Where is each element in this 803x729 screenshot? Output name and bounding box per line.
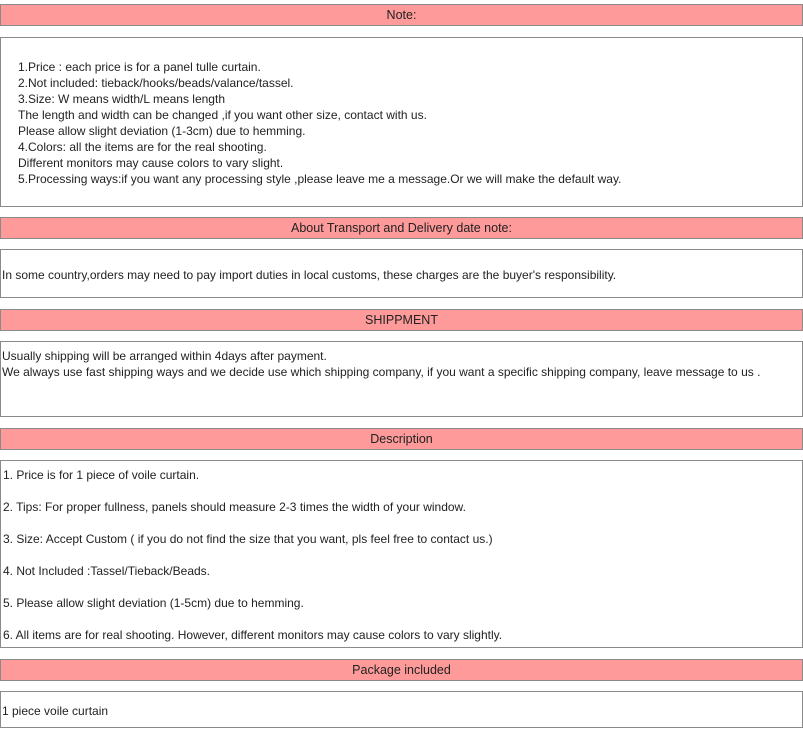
package-title: Package included — [352, 663, 451, 677]
description-header — [0, 428, 803, 450]
transport-text: In some country,orders may need to pay import duties in local customs, these charges are the buyer's responsibility. — [2, 268, 617, 282]
shippment-title: SHIPPMENT — [365, 313, 438, 327]
package-header — [0, 659, 803, 681]
note-line-8: 5.Processing ways:if you want any processing style ,please leave me a message.Or we will make the default way. — [18, 172, 622, 186]
shippment-line-2: We always use fast shipping ways and we decide use which shipping company, if you want a specific shipping company, leave message to us . — [2, 365, 761, 379]
package-text: 1 piece voile curtain — [2, 704, 109, 718]
description-item-6: 6. All items are for real shooting. However, different monitors may cause colors to vary slightly. — [3, 628, 503, 642]
note-header — [0, 4, 803, 26]
description-item-3: 3. Size: Accept Custom ( if you do not find the size that you want, pls feel free to contact us.) — [3, 532, 493, 546]
note-title: Note: — [386, 8, 417, 22]
transport-content — [0, 249, 803, 298]
package-content — [0, 691, 803, 728]
transport-header — [0, 217, 803, 239]
description-item-2: 2. Tips: For proper fullness, panels should measure 2-3 times the width of your window. — [3, 500, 466, 514]
note-line-4: The length and width can be changed ,if you want other size, contact with us. — [18, 108, 427, 122]
transport-title: About Transport and Delivery date note: — [291, 221, 512, 235]
note-line-3: 3.Size: W means width/L means length — [18, 92, 225, 106]
note-line-5: Please allow slight deviation (1-3cm) due to hemming. — [18, 124, 306, 138]
description-item-4: 4. Not Included :Tassel/Tieback/Beads. — [3, 564, 210, 578]
note-content — [0, 37, 803, 207]
shippment-header — [0, 309, 803, 331]
note-line-6: 4.Colors: all the items are for the real shooting. — [18, 140, 267, 154]
shippment-line-1: Usually shipping will be arranged within 4days after payment. — [2, 349, 327, 363]
description-content — [0, 460, 803, 648]
shippment-content — [0, 341, 803, 417]
description-title: Description — [370, 432, 433, 446]
note-line-7: Different monitors may cause colors to vary slight. — [18, 156, 284, 170]
description-item-1: 1. Price is for 1 piece of voile curtain. — [3, 468, 200, 482]
note-line-2: 2.Not included: tieback/hooks/beads/valance/tassel. — [18, 76, 294, 90]
description-item-5: 5. Please allow slight deviation (1-5cm) due to hemming. — [3, 596, 304, 610]
note-line-1: 1.Price : each price is for a panel tulle curtain. — [18, 60, 261, 74]
